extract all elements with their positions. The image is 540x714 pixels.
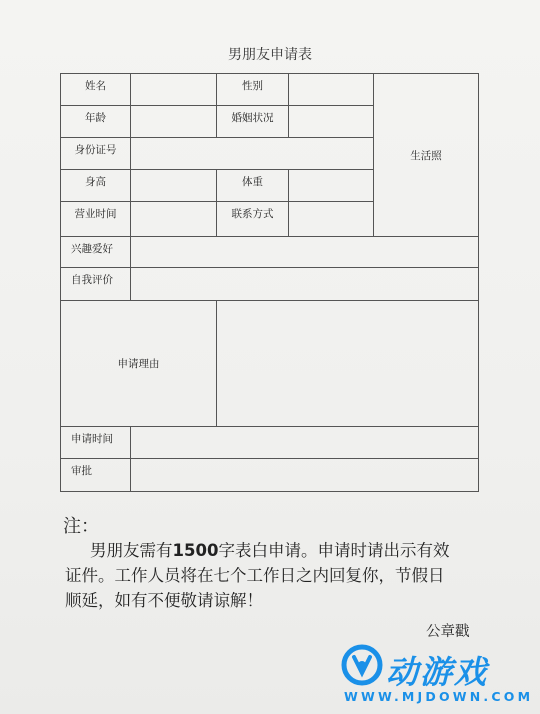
- field-business-hours: [131, 202, 217, 237]
- label-reason: 申请理由: [117, 358, 160, 370]
- label-weight: 体重: [217, 170, 289, 202]
- field-self-evaluation: [131, 268, 479, 301]
- field-hobbies: [131, 237, 479, 268]
- label-gender: 性别: [217, 74, 289, 106]
- label-self-evaluation: 自我评价: [61, 268, 131, 301]
- note-body: [65, 538, 510, 613]
- label-age: 年龄: [61, 106, 131, 138]
- label-apply-time: 申请时间: [61, 427, 131, 459]
- field-marital-status: [289, 106, 374, 138]
- note-line1-pre: 男朋友需有: [90, 541, 173, 560]
- note-line1-post: 字表白申请。申请时请出示有效: [218, 541, 450, 560]
- field-age: [131, 106, 217, 138]
- form-title: 男朋友申请表: [228, 47, 312, 63]
- note-line3: 顺延，如有不便敬请谅解！: [65, 591, 263, 610]
- field-reason: [217, 301, 479, 427]
- field-apply-time: [131, 427, 479, 459]
- label-photo: 生活照: [410, 149, 442, 162]
- watermark-brand: 动游戏: [386, 653, 489, 691]
- label-marital-status: 婚姻状况: [217, 106, 289, 138]
- field-height: [131, 170, 217, 202]
- label-height: 身高: [61, 170, 131, 202]
- label-name: 姓名: [61, 74, 131, 106]
- label-business-hours: 营业时间: [61, 202, 131, 237]
- field-id-number: [131, 138, 374, 170]
- reason-label-box: [61, 301, 217, 427]
- application-form-table: [60, 73, 479, 492]
- field-weight: [289, 170, 374, 202]
- watermark-url: WWW.MJDOWN.COM: [344, 689, 534, 704]
- label-contact: 联系方式: [217, 202, 289, 237]
- field-contact: [289, 202, 374, 237]
- watermark: [338, 643, 534, 709]
- seal-stamp-label: 公章戳: [426, 624, 470, 640]
- label-id-number: 身份证号: [61, 138, 131, 170]
- field-name: [131, 74, 217, 106]
- label-hobbies: 兴趣爱好: [61, 237, 131, 268]
- label-approval: 审批: [61, 459, 131, 491]
- photo-box: [374, 74, 479, 237]
- note-char-count: 1500: [172, 541, 219, 560]
- note-heading: 注：: [63, 516, 99, 537]
- brand-logo-icon: [340, 643, 384, 687]
- note-line2: 证件。工作人员将在七个工作日之内回复你，节假日: [65, 566, 445, 585]
- field-gender: [289, 74, 374, 106]
- field-approval: [131, 459, 479, 491]
